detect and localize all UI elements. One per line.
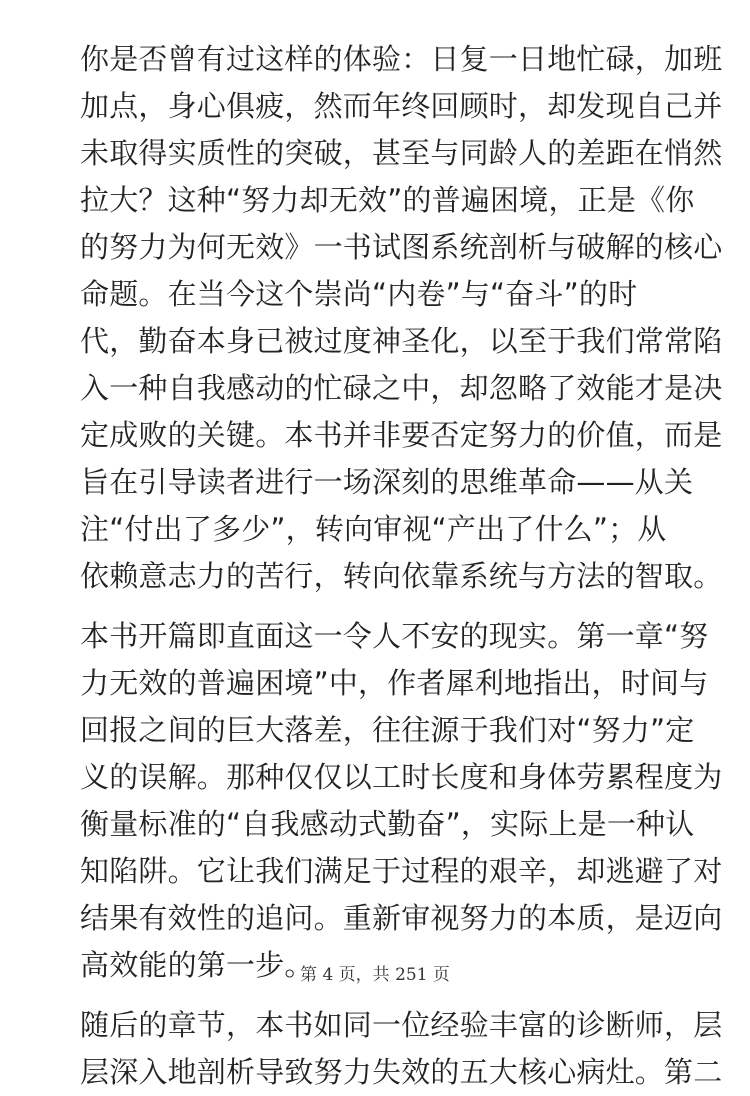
paragraph-3	[80, 1002, 723, 1096]
text-line: 义的误解。那种仅仅以工时长度和身体劳累程度为	[80, 760, 723, 794]
text-line: 随后的章节，本书如同一位经验丰富的诊断师，层	[80, 1008, 723, 1042]
text-line: 命题。在当今这个崇尚“内卷”与“奋斗”的时	[80, 277, 638, 311]
text-line: 回报之间的巨大落差，往往源于我们对“努力”定	[80, 713, 695, 747]
text-line: 加点，身心俱疲，然而年终回顾时，却发现自己并	[80, 89, 723, 123]
page-number-footer: 第 4 页，共 251 页	[300, 965, 450, 985]
text-line: 你是否曾有过这样的体验：日复一日地忙碌，加班	[80, 42, 723, 76]
text-line: 依赖意志力的苦行，转向依靠系统与方法的智取。	[80, 559, 723, 593]
text-line: 代，勤奋本身已被过度神圣化，以至于我们常常陷	[80, 324, 723, 358]
text-line: 定成败的关键。本书并非要否定努力的价值，而是	[80, 418, 723, 452]
text-line: 注“付出了多少”，转向审视“产出了什么”；从	[80, 512, 667, 546]
text-line: 衡量标准的“自我感动式勤奋”，实际上是一种认	[80, 807, 695, 841]
text-line: 的努力为何无效》一书试图系统剖析与破解的核心	[80, 230, 723, 264]
text-line: 未取得实质性的突破，甚至与同龄人的差距在悄然	[80, 136, 723, 170]
text-line: 结果有效性的追问。重新审视努力的本质，是迈向	[80, 901, 723, 935]
text-line: 拉大？这种“努力却无效”的普遍困境，正是《你	[80, 183, 695, 217]
paragraph-1	[80, 36, 723, 600]
text-line: 旨在引导读者进行一场深刻的思维革命——从关	[80, 465, 694, 499]
paragraph-2	[80, 613, 723, 989]
text-line: 本书开篇即直面这一令人不安的现实。第一章“努	[80, 619, 709, 653]
text-line: 入一种自我感动的忙碌之中，却忽略了效能才是决	[80, 371, 723, 405]
text-line: 知陷阱。它让我们满足于过程的艰辛，却逃避了对	[80, 854, 723, 888]
body-text	[80, 36, 723, 1096]
text-line: 高效能的第一步。	[80, 948, 314, 982]
text-line: 力无效的普遍困境”中，作者犀利地指出，时间与	[80, 666, 709, 700]
text-line: 层深入地剖析导致努力失效的五大核心病灶。第二	[80, 1055, 723, 1089]
